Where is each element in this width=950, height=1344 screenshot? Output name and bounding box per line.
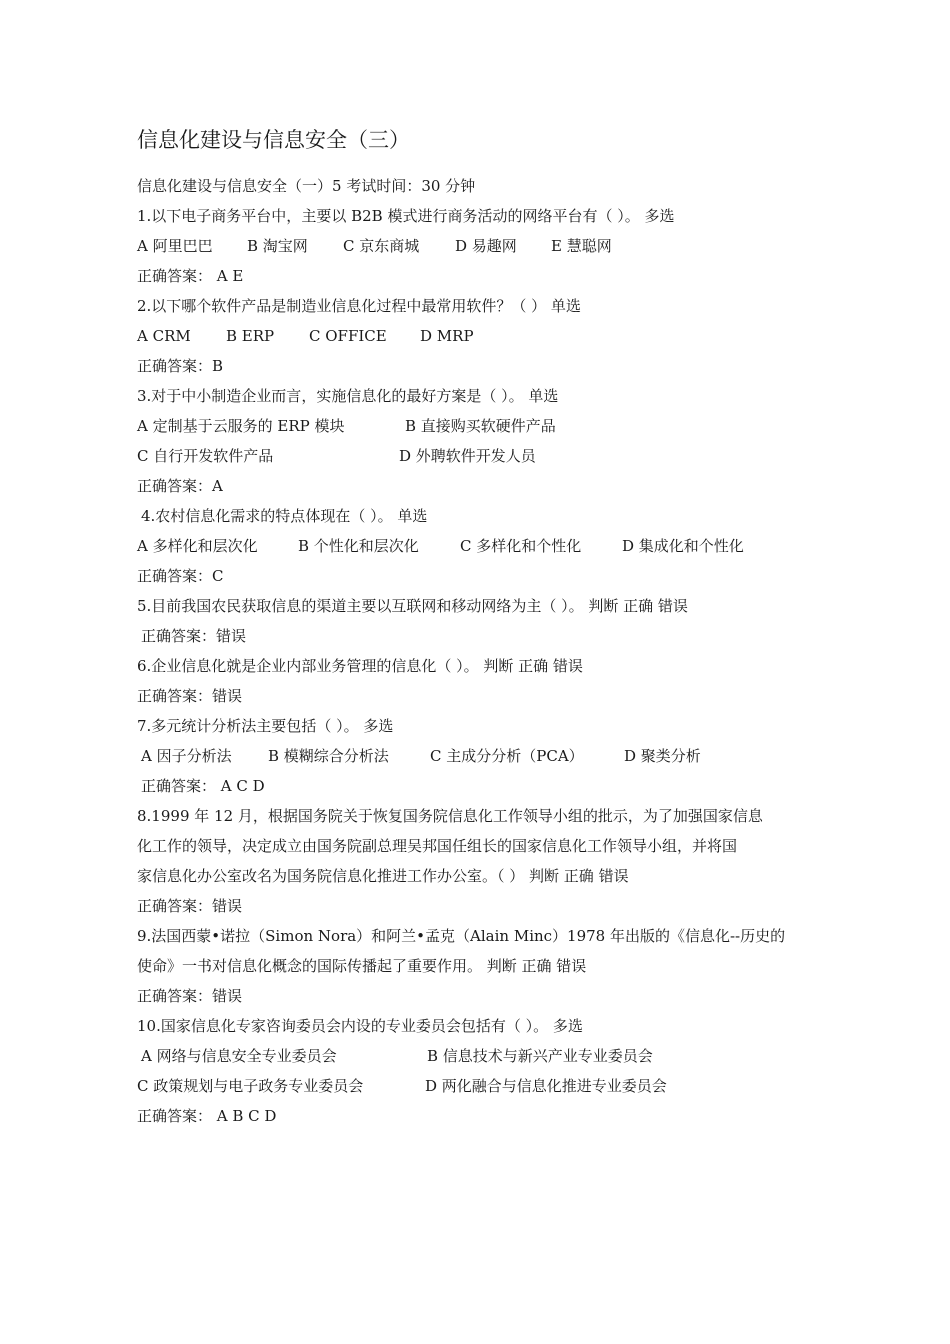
question-1-options xyxy=(137,231,827,261)
option-d: D MRP xyxy=(420,327,474,345)
question-6-answer: 正确答案：错误 xyxy=(137,687,243,705)
question-3-text: 3.对于中小制造企业而言，实施信息化的最好方案是（ ）。 单选 xyxy=(137,387,559,405)
question-4-text: 4.农村信息化需求的特点体现在（ ）。 单选 xyxy=(141,507,428,525)
question-9-answer: 正确答案：错误 xyxy=(137,987,243,1005)
question-1-answer: 正确答案： A E xyxy=(137,267,244,285)
question-4-answer: 正确答案：C xyxy=(137,567,224,585)
question-7-text: 7.多元统计分析法主要包括（ ）。 多选 xyxy=(137,717,394,735)
question-5-answer: 正确答案：错误 xyxy=(141,627,247,645)
option-b: B 模糊综合分析法 xyxy=(268,747,389,765)
document-body xyxy=(137,171,827,1131)
option-a: A CRM xyxy=(137,327,191,345)
option-a: A 多样化和层次化 xyxy=(137,537,258,555)
option-d: D 易趣网 xyxy=(455,237,517,255)
option-b: B 淘宝网 xyxy=(247,237,308,255)
exam-info: 信息化建设与信息安全（一）5 考试时间：30 分钟 xyxy=(137,177,476,195)
question-2-text: 2.以下哪个软件产品是制造业信息化过程中最常用软件？（ ） 单选 xyxy=(137,297,581,315)
question-10-options-row-2 xyxy=(137,1071,827,1101)
option-a: A 定制基于云服务的 ERP 模块 xyxy=(137,417,345,435)
question-8-answer: 正确答案：错误 xyxy=(137,897,243,915)
question-2-options xyxy=(137,321,827,351)
option-c: C 多样化和个性化 xyxy=(460,537,582,555)
question-6-text: 6.企业信息化就是企业内部业务管理的信息化（ ）。 判断 正确 错误 xyxy=(137,657,583,675)
question-10-text: 10.国家信息化专家咨询委员会内设的专业委员会包括有（ ）。 多选 xyxy=(137,1017,583,1035)
option-c: C 京东商城 xyxy=(343,237,420,255)
option-c: C 政策规划与电子政务专业委员会 xyxy=(137,1077,364,1095)
option-a: A 网络与信息安全专业委员会 xyxy=(141,1047,337,1065)
option-d: D 聚类分析 xyxy=(624,747,701,765)
question-1-text: 1.以下电子商务平台中，主要以 B2B 模式进行商务活动的网络平台有（ ）。 多选 xyxy=(137,207,675,225)
question-9-text-line-2: 使命》一书对信息化概念的国际传播起了重要作用。 判断 正确 错误 xyxy=(137,957,587,975)
option-b: B 个性化和层次化 xyxy=(298,537,419,555)
question-4-options xyxy=(137,531,827,561)
question-10-options-row-1 xyxy=(137,1041,827,1071)
option-c: C 自行开发软件产品 xyxy=(137,447,274,465)
question-5-text: 5.目前我国农民获取信息的渠道主要以互联网和移动网络为主（ ）。 判断 正确 错误 xyxy=(137,597,688,615)
question-9-text-line-1: 9.法国西蒙•诺拉（Simon Nora）和阿兰•孟克（Alain Minc）1978 年出版的《信息化--历史的 xyxy=(137,927,786,945)
option-c: C 主成分分析（PCA） xyxy=(430,747,584,765)
document-title: 信息化建设与信息安全（三） xyxy=(137,128,410,152)
option-b: B 直接购买软硬件产品 xyxy=(405,417,556,435)
question-7-options xyxy=(137,741,827,771)
question-7-answer: 正确答案： A C D xyxy=(141,777,265,795)
option-d: D 集成化和个性化 xyxy=(622,537,744,555)
option-b: B ERP xyxy=(226,327,275,345)
question-10-answer: 正确答案： A B C D xyxy=(137,1107,277,1125)
question-3-answer: 正确答案：A xyxy=(137,477,223,495)
question-8-text-line-2: 化工作的领导，决定成立由国务院副总理吴邦国任组长的国家信息化工作领导小组，并将国 xyxy=(137,837,738,855)
question-3-options-row-1 xyxy=(137,411,827,441)
question-8-text-line-1: 8.1999 年 12 月，根据国务院关于恢复国务院信息化工作领导小组的批示，为了加强国家信息 xyxy=(137,807,763,825)
option-b: B 信息技术与新兴产业专业委员会 xyxy=(427,1047,653,1065)
question-8-text-line-3: 家信息化办公室改名为国务院信息化推进工作办公室。（ ） 判断 正确 错误 xyxy=(137,867,629,885)
option-d: D 外聘软件开发人员 xyxy=(399,447,536,465)
option-d: D 两化融合与信息化推进专业委员会 xyxy=(425,1077,667,1095)
option-a: A 因子分析法 xyxy=(141,747,232,765)
option-e: E 慧聪网 xyxy=(551,237,612,255)
option-a: A 阿里巴巴 xyxy=(137,237,213,255)
question-3-options-row-2 xyxy=(137,441,827,471)
option-c: C OFFICE xyxy=(309,327,387,345)
question-2-answer: 正确答案：B xyxy=(137,357,224,375)
